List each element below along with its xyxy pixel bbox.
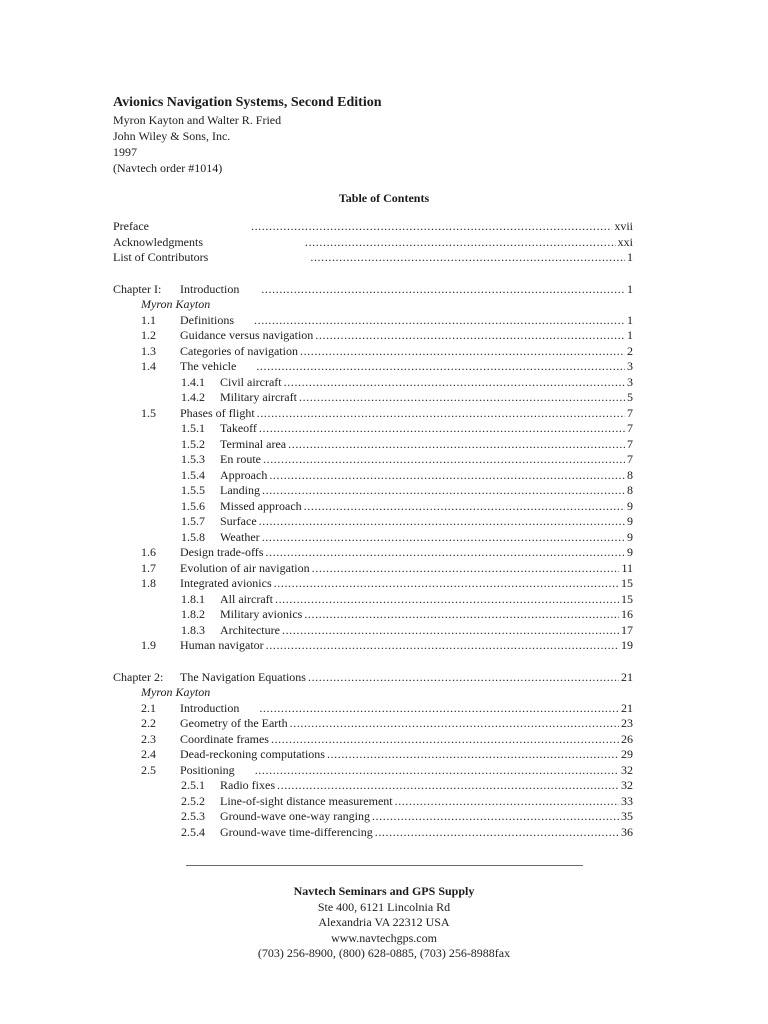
toc-page-number: 9 [627,545,633,559]
toc-entry-number: 1.9 [141,638,156,652]
book-title: Avionics Navigation Systems, Second Edition [113,95,382,110]
toc-entry-title: En route [220,452,261,466]
book-authors: Myron Kayton and Walter R. Fried [113,113,282,127]
toc-entry-row [113,747,633,763]
toc-entry-title: Military aircraft [220,390,297,404]
toc-entry-number: 1.5.4 [181,467,205,482]
toc-dot-leader [259,701,619,717]
toc-page-number: 5 [627,390,633,404]
toc-dot-leader [288,437,625,453]
toc-page-number: 21 [621,669,633,684]
toc-page-number: 32 [621,778,633,792]
toc-entry-title: Guidance versus navigation [180,328,314,342]
toc-entry-number: 1.5.2 [181,436,205,451]
toc-page-number: 21 [621,700,633,715]
toc-dot-leader [372,809,619,825]
toc-entry-title: Human navigator [180,638,264,652]
toc-dot-leader [265,545,625,561]
toc-entry-number: 1.8.2 [181,607,205,621]
toc-dot-leader [254,313,625,329]
toc-entry-title: Military avionics [220,607,303,621]
toc-dot-leader [305,235,616,251]
toc-dot-leader [327,747,619,763]
table-of-contents [113,219,633,840]
toc-entry-row [113,359,633,375]
toc-entry-row [113,545,633,561]
toc-entry-title: Approach [220,467,268,482]
toc-page-number: 7 [627,436,633,451]
toc-dot-leader [271,732,619,748]
toc-entry-title: Categories of navigation [180,343,298,358]
toc-entry-title: Takeoff [220,421,257,435]
toc-entry-title: Positioning [180,762,235,777]
toc-entry-number: 1.4 [141,359,156,373]
toc-entry-number: 1.5.1 [181,421,205,435]
toc-author-name: Myron Kayton [141,297,211,311]
toc-entry-row [113,809,633,825]
toc-spacer [113,654,633,670]
toc-entry-title: Evolution of air navigation [180,560,310,575]
toc-entry-title: Ground-wave one-way ranging [220,809,370,823]
toc-entry-number: 2.2 [141,716,156,730]
toc-entry-number: 2.5.2 [181,793,205,808]
toc-entry-row [113,328,633,344]
toc-spacer [113,266,633,282]
toc-page-number: 7 [627,452,633,466]
toc-dot-leader [259,421,625,437]
toc-entry-row [113,716,633,732]
toc-page-number: 3 [627,359,633,373]
toc-entry-row [113,483,633,499]
toc-entry-title: Radio fixes [220,778,275,792]
toc-entry-row [113,468,633,484]
toc-dot-leader [315,328,625,344]
toc-dot-leader [257,406,625,422]
toc-entry-row [113,825,633,841]
toc-page-number: 16 [621,607,633,621]
toc-entry-row [113,623,633,639]
toc-page-number: 36 [621,824,633,839]
toc-entry-title: Weather [220,529,260,544]
book-header [113,95,653,176]
toc-page-number: 9 [627,529,633,544]
toc-page-number: 33 [621,793,633,808]
toc-entry-number: 2.5.4 [181,824,205,839]
toc-entry-number: 1.5.7 [181,514,205,528]
toc-entry-row [113,390,633,406]
toc-entry-title: All aircraft [220,591,273,606]
toc-dot-leader [269,468,625,484]
toc-entry-row [113,530,633,546]
toc-entry-row [113,576,633,592]
toc-entry-number: 2.4 [141,747,156,761]
toc-entry-row [113,375,633,391]
toc-entry-number: 1.2 [141,328,156,342]
toc-entry-number: 2.1 [141,700,156,715]
toc-page-number: 23 [621,716,633,730]
toc-entry-title: Definitions [180,312,234,327]
toc-entry-number: 1.8 [141,576,156,590]
book-publisher: John Wiley & Sons, Inc. [113,129,231,143]
toc-entry-row [113,250,633,266]
toc-dot-leader [277,778,619,794]
toc-dot-leader [274,576,619,592]
toc-dot-leader [310,250,625,266]
toc-dot-leader [251,219,612,235]
toc-dot-leader [261,282,625,298]
footer-address-line2: Alexandria VA 22312 USA [318,915,450,929]
toc-entry-row [113,701,633,717]
toc-entry-row [113,514,633,530]
toc-entry-title: Line-of-sight distance measurement [220,793,393,808]
toc-entry-row [113,406,633,422]
toc-entry-row [113,499,633,515]
toc-entry-title: Landing [220,483,260,497]
toc-entry-row [113,592,633,608]
toc-page-number: 29 [621,747,633,761]
toc-dot-leader [312,561,620,577]
toc-author-name: Myron Kayton [141,685,211,699]
toc-entry-number: 2.5.1 [181,778,205,792]
toc-entry-row [113,607,633,623]
toc-chapter-author [113,685,633,701]
toc-entry-row [113,313,633,329]
toc-page-number: 35 [621,809,633,823]
toc-entry-row [113,421,633,437]
toc-dot-leader [256,359,625,375]
toc-page-number: xvii [614,219,633,233]
toc-dot-leader [284,375,625,391]
toc-page-number: 32 [621,762,633,777]
toc-entry-title: Introduction [180,700,240,715]
toc-entry-row [113,638,633,654]
toc-page-number: 1 [627,250,633,264]
toc-dot-leader [290,716,619,732]
toc-page-number: 2 [627,343,633,358]
toc-page-number: 1 [627,281,633,296]
toc-entry-title: The vehicle [180,359,237,373]
toc-entry-number: Chapter 2: [113,669,164,684]
footer [0,884,768,962]
toc-entry-title: List of Contributors [113,250,209,264]
toc-page-number: 7 [627,421,633,435]
toc-entry-number: 1.5 [141,405,156,420]
toc-entry-number: 1.4.2 [181,390,205,404]
toc-chapter-row [113,670,633,686]
toc-page-number: 26 [621,731,633,746]
toc-entry-title: Architecture [220,622,280,637]
toc-entry-title: Integrated avionics [180,576,272,590]
toc-entry-title: Ground-wave time-differencing [220,824,373,839]
toc-page-number: 9 [627,514,633,528]
toc-dot-leader [308,670,619,686]
toc-entry-row [113,437,633,453]
toc-page-number: 1 [627,312,633,327]
toc-entry-number: 1.1 [141,312,156,327]
footer-address-line1: Ste 400, 6121 Lincolnia Rd [317,899,451,914]
toc-entry-row [113,732,633,748]
toc-page-number: 11 [621,560,633,575]
toc-entry-number: Chapter I: [113,281,162,296]
toc-entry-title: Acknowledgments [113,234,203,249]
toc-page-number: 17 [621,622,633,637]
toc-chapter-row [113,282,633,298]
toc-entry-number: 1.5.3 [181,452,205,466]
toc-page-number: xxi [617,234,633,249]
toc-entry-number: 2.5.3 [181,809,205,823]
toc-entry-title: Preface [113,219,149,233]
toc-dot-leader [395,794,619,810]
footer-company: Navtech Seminars and GPS Supply [293,884,475,898]
toc-title: Table of Contents [338,191,430,205]
toc-dot-leader [266,638,619,654]
toc-entry-row [113,561,633,577]
toc-page-number: 1 [627,328,633,342]
toc-entry-number: 1.8.3 [181,622,205,637]
toc-dot-leader [375,825,619,841]
toc-entry-row [113,794,633,810]
toc-dot-leader [304,607,619,623]
toc-page-number: 9 [627,498,633,513]
toc-entry-number: 2.5 [141,762,156,777]
toc-dot-leader [299,390,625,406]
toc-entry-title: Surface [220,514,257,528]
toc-entry-number: 2.3 [141,731,156,746]
footer-phones: (703) 256-8900, (800) 628-0885, (703) 256-8988fax [257,946,511,960]
toc-entry-number: 1.3 [141,343,156,358]
toc-dot-leader [255,763,619,779]
toc-entry-number: 1.7 [141,560,156,575]
toc-entry-row [113,344,633,360]
toc-page-number: 15 [621,576,633,590]
toc-page-number: 19 [621,638,633,652]
toc-entry-title: Coordinate frames [180,731,269,746]
toc-entry-number: 1.8.1 [181,591,205,606]
book-year: 1997 [113,145,137,159]
toc-entry-title: The Navigation Equations [180,669,306,684]
toc-dot-leader [275,592,619,608]
toc-page-number: 8 [627,483,633,497]
toc-entry-row [113,235,633,251]
toc-page-number: 8 [627,467,633,482]
toc-page-number: 15 [621,591,633,606]
toc-entry-row [113,778,633,794]
toc-entry-title: Dead-reckoning computations [180,747,325,761]
toc-dot-leader [263,452,625,468]
book-order: (Navtech order #1014) [113,161,223,175]
toc-entry-title: Geometry of the Earth [180,716,288,730]
toc-entry-number: 1.5.6 [181,498,205,513]
toc-page-number: 7 [627,405,633,420]
toc-entry-title: Design trade-offs [180,545,264,559]
toc-entry-title: Missed approach [220,498,302,513]
toc-entry-number: 1.4.1 [181,374,205,389]
toc-dot-leader [262,530,625,546]
footer-website: www.navtechgps.com [331,930,437,945]
toc-entry-title: Civil aircraft [220,374,282,389]
toc-entry-row [113,452,633,468]
footer-divider [186,865,583,866]
toc-dot-leader [300,344,625,360]
toc-entry-title: Introduction [180,281,240,296]
toc-entry-title: Phases of flight [180,405,255,420]
toc-page-number: 3 [627,374,633,389]
toc-entry-number: 1.6 [141,545,156,559]
toc-chapter-author [113,297,633,313]
toc-entry-number: 1.5.5 [181,483,205,497]
toc-entry-number: 1.5.8 [181,529,205,544]
toc-dot-leader [304,499,625,515]
toc-entry-row [113,219,633,235]
toc-dot-leader [259,514,625,530]
toc-entry-title: Terminal area [220,436,287,451]
toc-entry-row [113,763,633,779]
toc-dot-leader [282,623,619,639]
toc-dot-leader [262,483,625,499]
